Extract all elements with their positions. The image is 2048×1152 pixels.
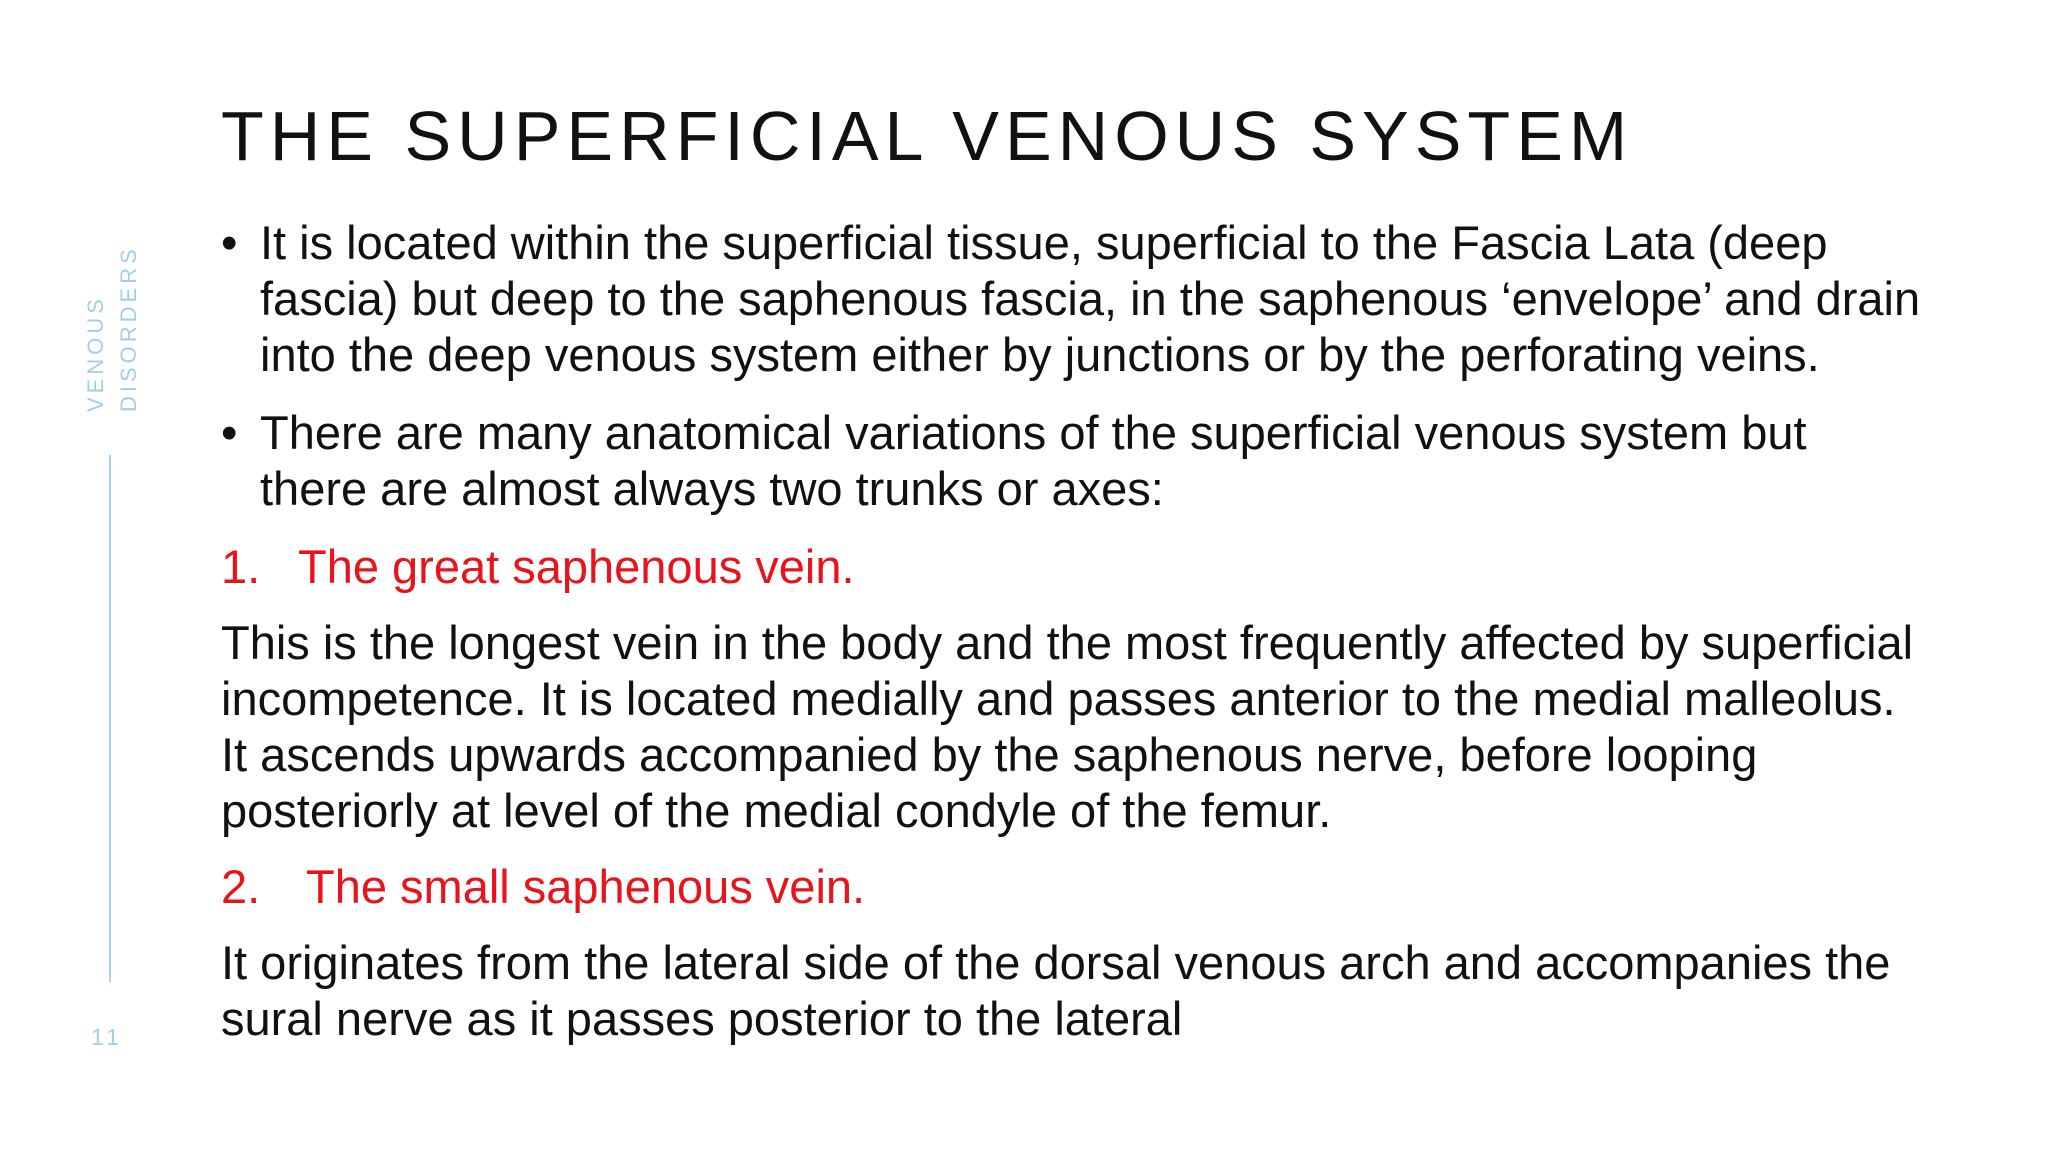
- item-number: 1.: [221, 540, 261, 593]
- paragraph-small-saphenous: It originates from the lateral side of the dorsal venous arch and accompanies the sural nerve as it passes posterior to the lateral: [221, 936, 1891, 1045]
- bullet-text: It is located within the superficial tissue, superficial to the Fascia Lata (deep fascia) but deep to the saphenous fascia, in the saphenous ‘envelope’ and drain into the deep venous system either by junctions or by the perforating veins.: [260, 216, 1921, 381]
- side-label-line-1: VENOUS: [83, 295, 108, 412]
- item-heading-text: The great saphenous vein.: [298, 540, 855, 593]
- bullet-item: [221, 405, 1921, 517]
- item-heading-text: The small saphenous vein.: [306, 860, 866, 913]
- bullet-item: [221, 215, 1921, 383]
- side-section-label: [79, 245, 145, 412]
- side-label-line-2: DISORDERS: [116, 245, 141, 412]
- paragraph-great-saphenous: This is the longest vein in the body and the most frequently affected by superficial incompetence. It is located medially and passes anterior to the medial malleolus. It ascends upwards accompanied by the saphenous nerve, before looping posteriorly at level of the medial condyle of the femur.: [221, 616, 1914, 837]
- slide-body: [221, 215, 1921, 1067]
- bullet-dot: •: [221, 216, 238, 269]
- numbered-heading-2: [221, 859, 1921, 915]
- numbered-heading-1: [221, 539, 1921, 595]
- item-number: 2.: [221, 860, 261, 913]
- bullet-text: There are many anatomical variations of the superficial venous system but there are almost always two trunks or axes:: [260, 406, 1807, 515]
- page-number: 11: [91, 1024, 123, 1050]
- side-divider-line: [109, 455, 111, 982]
- bullet-dot: •: [221, 406, 238, 459]
- slide-title: THE SUPERFICIAL VENOUS SYSTEM: [221, 97, 1634, 175]
